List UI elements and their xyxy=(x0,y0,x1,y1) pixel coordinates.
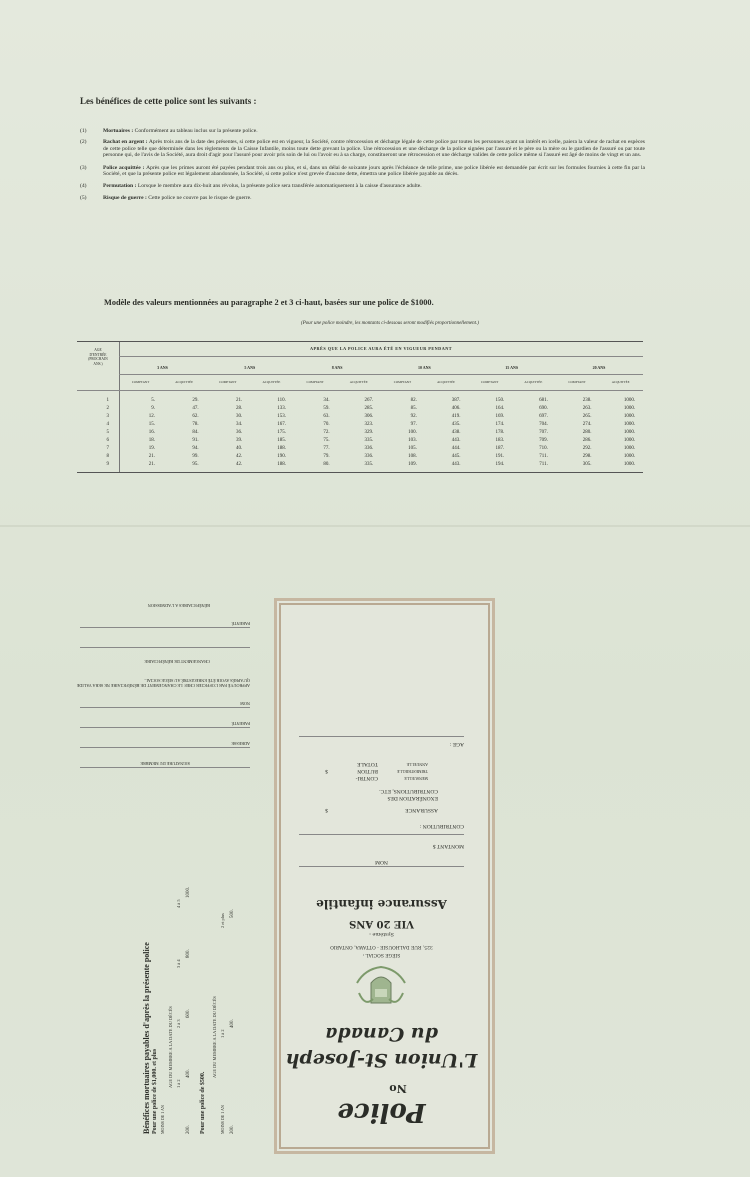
table-cell: 42. xyxy=(236,462,243,467)
contri-label-1: CONTRI- xyxy=(355,775,378,781)
lp-val-500-2: 400. xyxy=(230,1019,235,1028)
benefit-text: Lorsque le membre aura dix-huit ans révolus, la présente police sera transférée automatiquement à la caisse d'assurance adulte. xyxy=(137,183,422,190)
benefit-item xyxy=(80,195,645,201)
period-header: 15 ANS xyxy=(505,365,519,370)
siege-label: SIÈGE SOCIAL : xyxy=(362,952,401,957)
table-cell: 274. xyxy=(582,422,592,427)
contri-label-3: TOTALE xyxy=(357,761,378,767)
benefit-number: (3) xyxy=(80,164,87,171)
table-cell: 18. xyxy=(148,438,155,443)
lp-col-1000-2: 2 à 3 xyxy=(176,1019,181,1028)
table-cell: 286. xyxy=(582,438,592,443)
table-cell: 79. xyxy=(323,454,330,459)
table-cell: 39. xyxy=(236,438,243,443)
table-cell: 265. xyxy=(582,414,592,419)
table-cell: 167. xyxy=(277,422,286,427)
fold-line xyxy=(0,525,750,527)
lp-rule-5 xyxy=(80,747,250,748)
table-cell: 99. xyxy=(192,454,199,459)
lp-col-1000-3: 3 à 4 xyxy=(176,959,181,968)
table-cell: 77. xyxy=(323,446,330,451)
period-header: 8 ANS xyxy=(331,365,343,370)
table-cell: 105. xyxy=(408,446,417,451)
subheader-rule xyxy=(77,390,643,391)
benefit-number: (1) xyxy=(80,128,87,134)
cover-no: No xyxy=(389,1082,407,1095)
sub-header-acquittee: ACQUITTÉE xyxy=(437,380,455,384)
table-cell: 438. xyxy=(451,430,461,435)
sub-header-comptant: COMPTANT xyxy=(306,380,324,384)
table-cell: 100. xyxy=(408,430,417,435)
table-cell: 298. xyxy=(582,454,592,459)
table-cell: 185. xyxy=(277,438,286,443)
table-cell: 709. xyxy=(539,438,548,443)
table-cell: 280. xyxy=(582,430,592,435)
left-panel xyxy=(40,598,270,1148)
table-cell: 91. xyxy=(192,438,199,443)
benefit-item xyxy=(80,165,645,178)
benefit-item xyxy=(80,139,645,158)
address: 325, RUE DALHOUSIE - OTTAWA, ONTARIO xyxy=(330,944,433,949)
table-cell: 1000. xyxy=(623,414,636,419)
lp-note: APPROUVÉ PAR L'OFFICIER CHEF. LE CHANGEMENT DE BÉNÉFICIAIRE NE SERA VALIDE QU'APRÈS AVOIR ÉTÉ ENREGISTRÉ AU SIÈGE SOCIAL. xyxy=(76,678,250,688)
lp-val-500-1: 200. xyxy=(230,1125,235,1134)
table-cell: 1000. xyxy=(623,398,636,403)
table-cell: 59. xyxy=(323,406,330,411)
table-cell: 28. xyxy=(236,406,243,411)
lp-adresse: ADRESSE xyxy=(231,741,250,746)
table-cell: 30. xyxy=(236,414,243,419)
lp-nom: NOM xyxy=(240,701,250,706)
table-cell: 9. xyxy=(151,406,155,411)
age-header xyxy=(77,348,119,366)
period-header: 3 ANS xyxy=(157,365,168,370)
table-cell: 292. xyxy=(582,446,592,451)
contribution-label: CONTRIBUTION : xyxy=(419,823,464,829)
sub-header-comptant: COMPTANT xyxy=(131,380,150,384)
table-cell: 95. xyxy=(192,462,199,467)
montant-label: MONTANT $ xyxy=(432,843,464,849)
table-cell: 335. xyxy=(364,462,374,467)
table-cell: 34. xyxy=(236,422,243,427)
table-cell: 19. xyxy=(148,446,155,451)
table-cell: 16. xyxy=(148,430,155,435)
age-header-line: AGE xyxy=(94,348,102,352)
table-cell: 190. xyxy=(277,454,286,459)
table-cell: 444. xyxy=(451,446,461,451)
table-cell: 12. xyxy=(148,414,155,419)
table-cell: 70. xyxy=(323,422,330,427)
table-cell: 36. xyxy=(236,430,243,435)
lp-col-500-2: 2 et plus xyxy=(220,913,225,928)
lp-val-1000-1: 200. xyxy=(186,1125,191,1134)
contri-label-2: BUTION xyxy=(357,768,378,774)
lp-val-1000-2: 400. xyxy=(186,1069,191,1078)
table-cell: 188. xyxy=(277,462,286,467)
table-cell: 153. xyxy=(277,414,286,419)
table-cell: 178. xyxy=(495,430,505,435)
table-cell: 72. xyxy=(323,430,330,435)
lp-beneficiaires: BÉNÉFICIAIRES A L'ADMISSION xyxy=(147,603,210,608)
table-cell: 47. xyxy=(192,406,199,411)
lp-col-500-1: 1 à 2 xyxy=(220,1029,225,1038)
benefit-text: Après trois ans de la date des présentes, si cette police est en vigueur, la Société, contre rétrocession et décharge légale de cette police par toutes les personnes ayant un intérêt en icelle, paiera la valeur de rachat en espèces de cette police telle que déterminée dans les règlements de la Caisse Infantile, moins toute dette grevant la police. Une rétrocession et une décharge de la police signées par l'assuré et le père ou la mère ou le gardien de l'assuré ou par toute personne qui, de l'avis de la Société, aura droit d'agir pour l'assuré pour avoir pris soin de lui ou l'avoir eu à sa charge, constitueront une rétrocession et une décharge valides de cette police même si l'assuré est âgé de moins de vingt et un ans. xyxy=(103,139,645,159)
table-cell: 5. xyxy=(151,398,155,403)
table-cell: 710. xyxy=(539,446,548,451)
age-cell: 2 xyxy=(106,406,109,411)
table-cell: 175. xyxy=(277,430,286,435)
nom-label: NOM xyxy=(375,859,388,865)
table-cell: 40. xyxy=(236,446,243,451)
sub-header-acquittee: ACQUITTÉE xyxy=(524,380,543,384)
lp-col-1000-1: 1 à 2 xyxy=(176,1079,181,1088)
period-rule xyxy=(119,374,643,375)
assurance-label: ASSURANCE xyxy=(405,807,438,813)
table-cell: 63. xyxy=(323,414,330,419)
table-cell: 323. xyxy=(364,422,374,427)
lp-age-label-1: AGE DU MEMBRE A LA DATE DU DÉCÈS xyxy=(168,1006,173,1088)
lp-val-500-3: 500. xyxy=(230,909,235,918)
table-cell: 94. xyxy=(192,446,199,451)
benefit-number: (5) xyxy=(80,194,87,201)
age-rule xyxy=(299,736,464,737)
lp-rule-6 xyxy=(80,767,250,768)
lp-age-label-2: AGE DU MEMBRE A LA DATE DU DÉCÈS xyxy=(212,996,217,1078)
table-cell: 97. xyxy=(410,422,417,427)
table-cell: 21. xyxy=(236,398,243,403)
lp-subtitle-500: Pour une police de $500. xyxy=(200,1071,206,1134)
table-cell: 15. xyxy=(148,422,155,427)
table-cell: 29. xyxy=(192,398,199,403)
table-cell: 150. xyxy=(495,398,505,403)
sub-header-comptant: COMPTANT xyxy=(481,380,499,384)
benefit-term: Mortuaires : xyxy=(103,128,135,134)
table-cell: 435. xyxy=(451,422,461,427)
model-note: (Pour une police moindre, les montants ci-dessous seront modifiés proportionnellement.) xyxy=(301,321,479,326)
table-cell: 1000. xyxy=(623,430,636,435)
header-rule xyxy=(119,356,643,357)
table-cell: 164. xyxy=(495,406,505,411)
table-cell: 34. xyxy=(323,398,330,403)
table-cell: 445. xyxy=(451,454,461,459)
age-header-line: ANS.) xyxy=(93,361,103,366)
table-cell: 62. xyxy=(192,414,199,419)
table-main-header: APRÈS QUE LA POLICE AURA ÉTÉ EN VIGUEUR PENDANT xyxy=(309,346,453,351)
table-cell: 336. xyxy=(364,454,374,459)
table-cell: 305. xyxy=(582,462,592,467)
table-cell: 336. xyxy=(364,446,374,451)
lp-parente-2: PARENTÉ xyxy=(231,721,250,726)
sub-header-acquittee: ACQUITTÉE xyxy=(175,380,194,384)
age-cell: 1 xyxy=(106,398,109,403)
cover-police: Police xyxy=(337,1097,426,1127)
period-header: 5 ANS xyxy=(244,365,256,370)
systeme-label: Système : xyxy=(369,931,394,937)
benefit-term: Permutation : xyxy=(103,183,138,190)
table-cell: 75. xyxy=(323,438,330,443)
benefit-term: Police acquittée : xyxy=(103,164,147,171)
table-cell: 443. xyxy=(451,462,461,467)
benefit-term: Rachat en argent : xyxy=(103,139,149,146)
sub-header-comptant: COMPTANT xyxy=(568,380,586,384)
table-cell: 704. xyxy=(539,422,548,427)
table-cell: 329. xyxy=(364,430,374,435)
benefit-item xyxy=(80,128,645,134)
table-cell: 84. xyxy=(192,430,199,435)
table-cell: 82. xyxy=(410,398,417,403)
table-cell: 187. xyxy=(495,446,505,451)
annuelle-label: ANNUELLE xyxy=(406,762,428,767)
table-cell: 174. xyxy=(495,422,505,427)
age-cell: 7 xyxy=(106,446,109,451)
assurance-title: Assurance infantile xyxy=(316,897,447,911)
table-cell: 267. xyxy=(364,398,374,403)
table-cell: 1000. xyxy=(623,406,636,411)
table-cell: 238. xyxy=(582,398,592,403)
benefit-number: (4) xyxy=(80,183,87,190)
age-cell: 8 xyxy=(106,454,109,459)
lp-val-1000-4: 800. xyxy=(186,949,191,958)
table-cell: 711. xyxy=(539,454,548,459)
benefit-term: Risque de guerre : xyxy=(103,194,149,201)
lp-moins-1: MOINS DE 1 AN xyxy=(160,1105,165,1134)
company-name: L'Union St-Joseph xyxy=(285,1049,478,1071)
period-header: 10 ANS xyxy=(418,365,431,370)
table-cell: 285. xyxy=(364,406,374,411)
company-name-2: du Canada xyxy=(325,1023,438,1045)
sub-header-acquittee: ACQUITTÉE xyxy=(262,380,281,384)
lp-moins-2: MOINS DE 1 AN xyxy=(220,1105,225,1134)
lp-title: Bénéfices mortuaires payables d'après la présente police xyxy=(142,942,151,1134)
lp-signature: SIGNATURE DU MEMBRE xyxy=(140,761,190,766)
lp-rule-3 xyxy=(80,707,250,708)
table-cell: 194. xyxy=(495,462,505,467)
lp-col-1000-4: 4 à 5 xyxy=(176,899,181,908)
vie-label: VIE 20 ANS xyxy=(348,918,415,929)
sub-header-comptant: COMPTANT xyxy=(219,380,237,384)
table-cell: 103. xyxy=(408,438,417,443)
table-cell: 78. xyxy=(192,422,199,427)
sub-header-comptant: COMPTANT xyxy=(393,380,412,384)
benefit-item xyxy=(80,183,645,189)
dollar-2: $ xyxy=(325,768,328,774)
table-cell: 183. xyxy=(495,438,505,443)
table-cell: 188. xyxy=(277,446,286,451)
benefits-list xyxy=(80,128,645,206)
benefit-number: (2) xyxy=(80,139,87,146)
model-title: Modèle des valeurs mentionnées au paragraphe 2 et 3 ci-haut, basées sur une police de $1000. xyxy=(104,298,434,307)
table-cell: 191. xyxy=(495,454,505,459)
trimestrielle-label: TRIMESTRIELLE xyxy=(397,769,428,774)
table-cell: 169. xyxy=(495,414,505,419)
lp-rule-2 xyxy=(80,647,250,648)
age-header-line: (PROCHAIN xyxy=(88,357,108,362)
lp-rule-4 xyxy=(80,727,250,728)
period-header: 20 ANS xyxy=(592,365,606,370)
exoneration-label: EXONÉRATION DES xyxy=(387,795,438,801)
sub-header-acquittee: ACQUITTÉE xyxy=(611,380,630,384)
table-cell: 110. xyxy=(277,398,286,403)
montant-rule xyxy=(299,834,464,835)
lp-val-1000-3: 600. xyxy=(186,1009,191,1018)
table-cell: 443. xyxy=(451,438,461,443)
age-cell: 6 xyxy=(106,438,109,443)
table-cell: 419. xyxy=(451,414,461,419)
table-cell: 85. xyxy=(410,406,417,411)
benefits-heading: Les bénéfices de cette police sont les suivants : xyxy=(80,96,257,106)
benefit-text: Conformément au tableau inclus sur la présente police. xyxy=(134,128,258,134)
table-cell: 690. xyxy=(539,406,548,411)
benefit-text: Cette police ne couvre pas le risque de guerre. xyxy=(148,194,252,201)
table-cell: 108. xyxy=(408,454,417,459)
lp-changement: CHANGEMENT DE BÉNÉFICIAIRE xyxy=(144,659,210,664)
sub-header-acquittee: ACQUITTÉE xyxy=(349,380,368,384)
lp-parente: PARENTÉ xyxy=(231,621,250,626)
table-cell: 80. xyxy=(323,462,330,467)
table-cell: 1000. xyxy=(623,422,636,427)
lp-val-1000-5: 1000. xyxy=(186,886,191,898)
crest-icon xyxy=(351,963,411,1013)
values-table xyxy=(77,341,643,473)
contributions-etc-label: CONTRIBUTIONS, ETC. xyxy=(379,788,438,794)
age-cell: 9 xyxy=(106,462,109,467)
table-cell: 1000. xyxy=(623,446,636,451)
table-cell: 21. xyxy=(148,462,155,467)
table-cell: 263. xyxy=(582,406,592,411)
table-cell: 335. xyxy=(364,438,374,443)
age-cell: 4 xyxy=(106,422,109,427)
lp-rule-1 xyxy=(80,627,250,628)
mensuelle-label: MENSUELLE xyxy=(404,776,428,781)
cover-content xyxy=(285,609,478,1137)
age-header-line: D'ENTRÉE xyxy=(89,352,107,357)
table-cell: 387. xyxy=(451,398,461,403)
table-cell: 42. xyxy=(236,454,243,459)
table-cell: 711. xyxy=(539,462,548,467)
age-cell: 3 xyxy=(106,414,109,419)
table-cell: 406. xyxy=(451,406,461,411)
nom-rule xyxy=(299,866,464,867)
policy-cover xyxy=(274,598,495,1154)
table-cell: 306. xyxy=(364,414,374,419)
table-cell: 1000. xyxy=(623,454,636,459)
benefit-text: Après que les primes auront été payées pendant trois ans ou plus, et si, dans un délai de soixante jours après l'échéance de telle prime, une police libérée est demandée par écrit sur les formules fournies à cette fin par la Société, et que la présente police est légalement abandonnée, la Société, si cette police n'est grevée d'aucune dette, émettra une police libérée payable au décès. xyxy=(103,164,645,178)
age-cell: 5 xyxy=(106,430,109,435)
age-label: AGE : xyxy=(449,741,464,747)
dollar-1: $ xyxy=(325,807,328,813)
table-cell: 133. xyxy=(277,406,286,411)
table-cell: 681. xyxy=(539,398,548,403)
left-panel-content xyxy=(40,598,270,1148)
table-cell: 92. xyxy=(410,414,417,419)
table-cell: 1000. xyxy=(623,462,636,467)
table-cell: 707. xyxy=(539,430,548,435)
table-cell: 109. xyxy=(408,462,417,467)
table-cell: 697. xyxy=(539,414,548,419)
table-cell: 1000. xyxy=(623,438,636,443)
table-cell: 21. xyxy=(148,454,155,459)
lp-subtitle-1000: Pour une police de $1,000. et plus xyxy=(152,1048,158,1134)
